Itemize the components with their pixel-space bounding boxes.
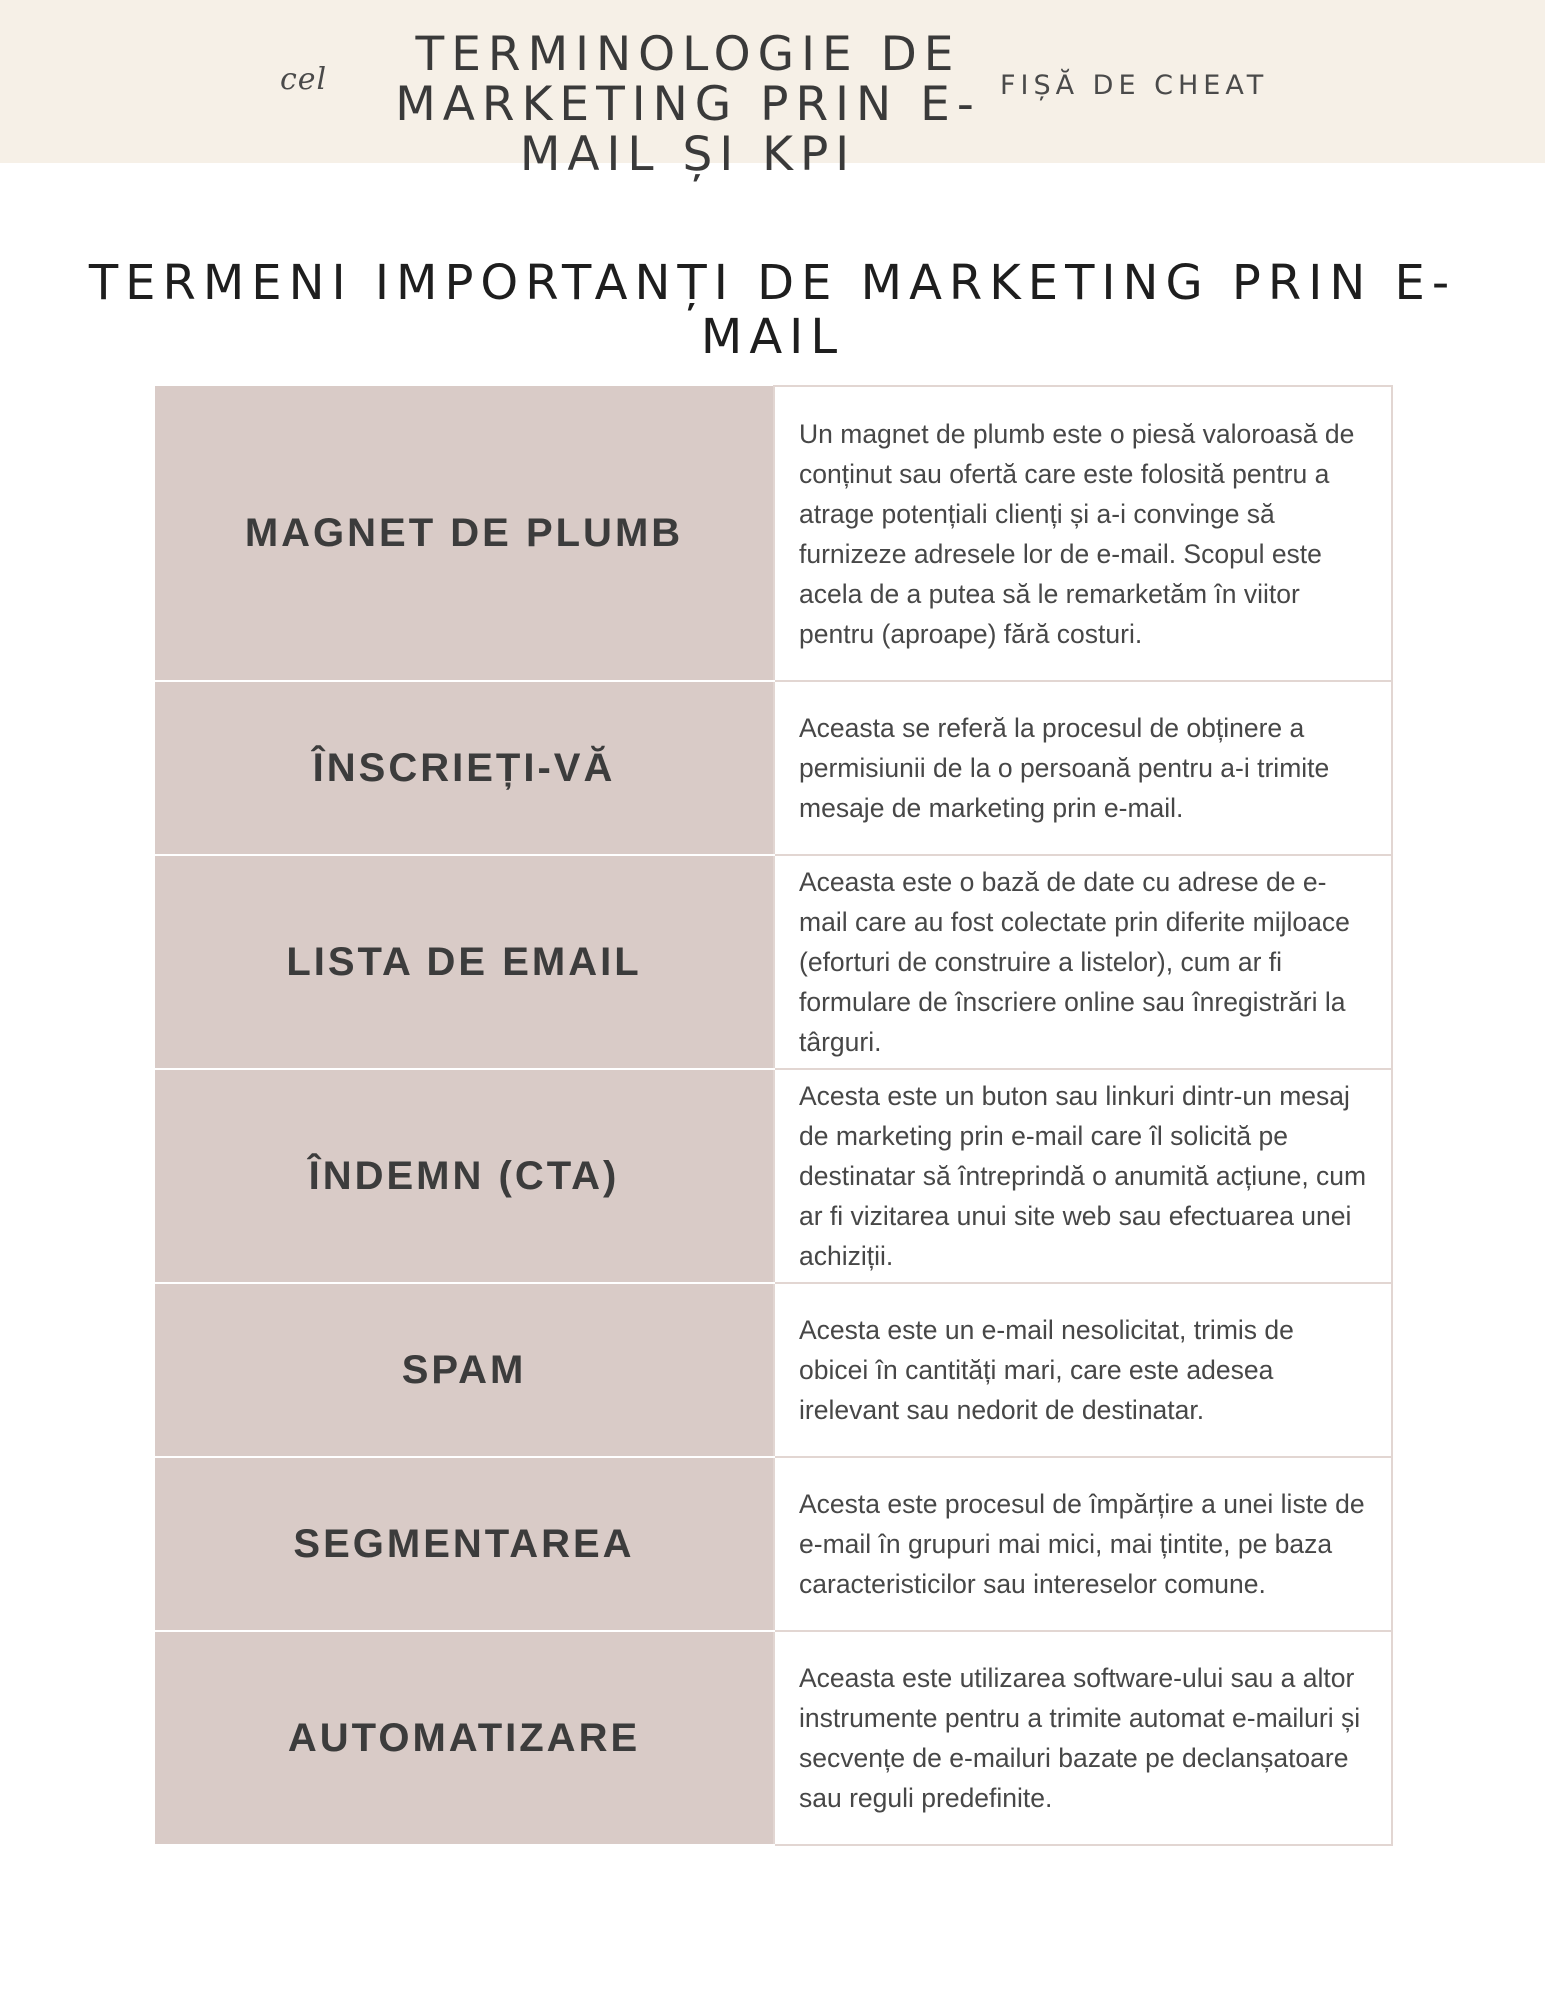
definition-cell (774, 1069, 1392, 1283)
header-band (0, 0, 1545, 182)
term-row (155, 1069, 1392, 1283)
definition-text: Aceasta este utilizarea software-ului sau a altor instrumente pentru a trimite automat e-mailuri și secvențe de e-mailuri bazate pe declanșatoare sau reguli predefinite. (799, 1663, 1361, 1813)
definition-text: Acesta este un buton sau linkuri dintr-un mesaj de marketing prin e-mail care îl solicită pe destinatar să întreprindă o anumită acțiune, cum ar fi vizitarea unui site web sau efectuarea unei achiziții. (799, 1081, 1367, 1271)
term-row (155, 681, 1392, 855)
definition-cell (774, 1457, 1392, 1631)
term-label: ÎNSCRIEȚI-VĂ (312, 745, 616, 790)
term-row (155, 1283, 1392, 1457)
definition-text: Aceasta este o bază de date cu adrese de e-mail care au fost colectate prin diferite mijloace (eforturi de construire a listelor), cum ar fi formulare de înscriere online sau înregistrări la târguri. (799, 867, 1350, 1057)
section-heading: TERMENI IMPORTANȚI DE MARKETING PRIN E-MAIL (88, 255, 1457, 365)
header-prefix: cel (280, 62, 328, 97)
term-row (155, 1631, 1392, 1845)
document-subtitle: FIȘĂ DE CHEAT (1000, 70, 1269, 101)
definition-cell (774, 855, 1392, 1069)
term-cell (155, 1631, 774, 1845)
terms-table (155, 385, 1393, 1846)
document-title: TERMINOLOGIE DE MARKETING PRIN E-MAIL ȘI KPI (395, 27, 981, 182)
definition-cell (774, 1631, 1392, 1845)
definition-text: Acesta este un e-mail nesolicitat, trimis de obicei în cantități mari, care este adesea irelevant sau nedorit de destinatar. (799, 1315, 1294, 1425)
term-cell (155, 1069, 774, 1283)
term-cell (155, 1457, 774, 1631)
definition-cell (774, 1283, 1392, 1457)
term-row (155, 855, 1392, 1069)
term-cell (155, 386, 774, 681)
term-row (155, 1457, 1392, 1631)
term-label: SPAM (401, 1347, 527, 1392)
definition-cell (774, 386, 1392, 681)
term-label: MAGNET DE PLUMB (244, 510, 684, 555)
term-label: ÎNDEMN (CTA) (308, 1153, 620, 1198)
term-cell (155, 855, 774, 1069)
term-label: SEGMENTAREA (293, 1521, 635, 1566)
term-cell (155, 681, 774, 855)
term-row (155, 386, 1392, 681)
definition-cell (774, 681, 1392, 855)
definition-text: Acesta este procesul de împărțire a unei liste de e-mail în grupuri mai mici, mai țintite, pe baza caracteristicilor sau intereselor comune. (799, 1489, 1365, 1599)
definition-text: Aceasta se referă la procesul de obținere a permisiunii de la o persoană pentru a-i trimite mesaje de marketing prin e-mail. (799, 713, 1330, 823)
term-cell (155, 1283, 774, 1457)
term-label: AUTOMATIZARE (287, 1715, 641, 1760)
term-label: LISTA DE EMAIL (286, 939, 642, 984)
definition-text: Un magnet de plumb este o piesă valoroasă de conținut sau ofertă care este folosită pentru a atrage potențiali clienți și a-i convinge să furnizeze adresele lor de e-mail. Scopul este acela de a putea să le remarketăm în viitor pentru (aproape) fără costuri. (799, 418, 1355, 649)
